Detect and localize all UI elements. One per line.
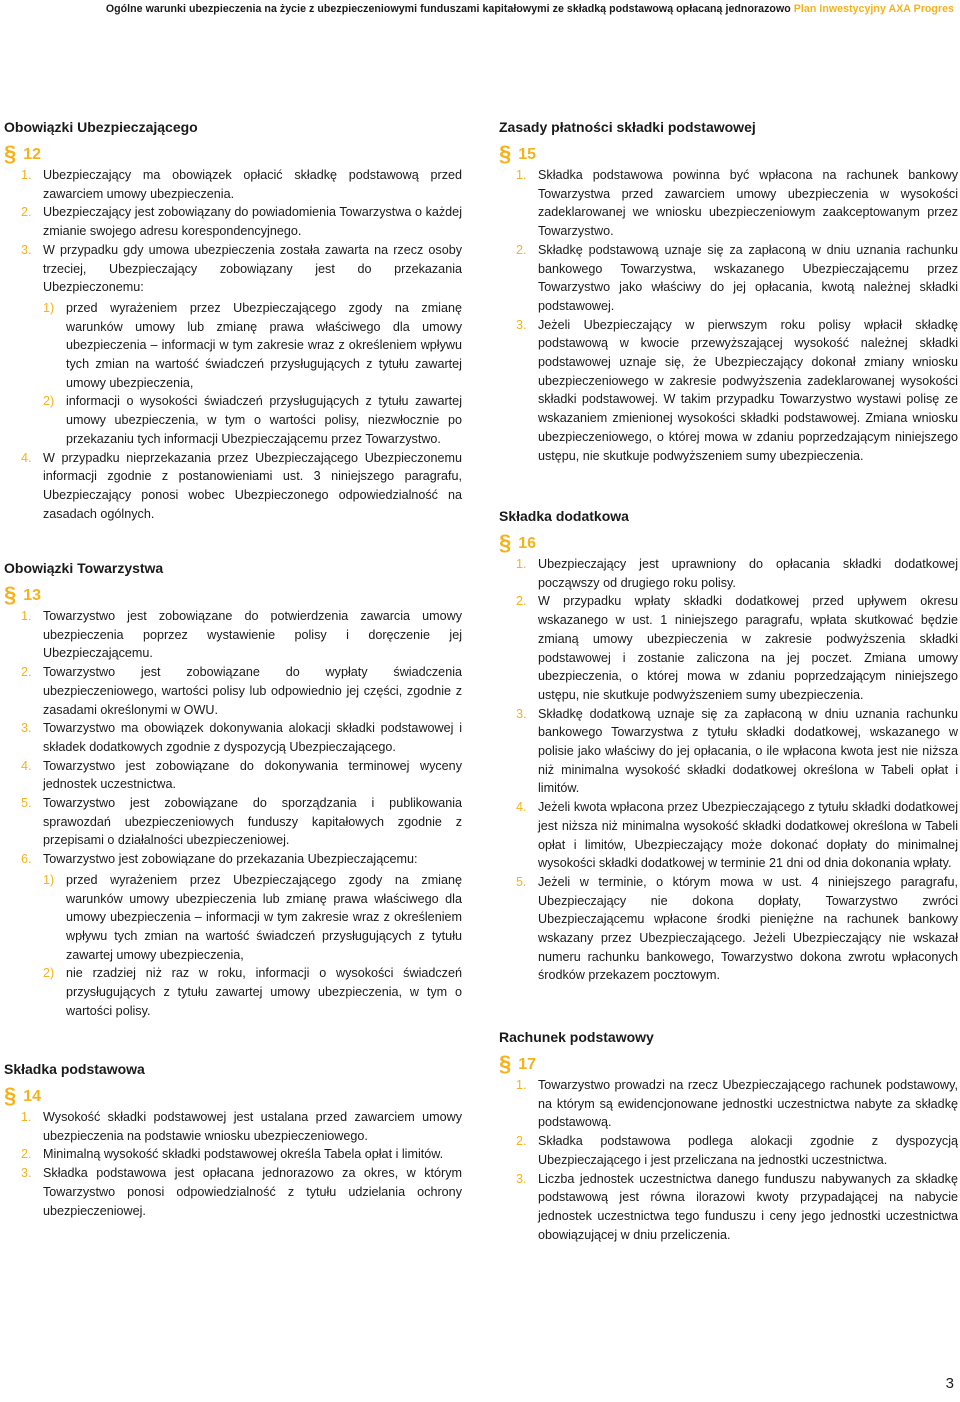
section-title: Obowiązki Ubezpieczającego xyxy=(4,119,198,135)
clause-text: Towarzystwo jest zobowiązane do potwierdzenia zawarcia umowy ubezpieczenia poprzez wystawienie polisy i doręczenie jej Ubezpieczającemu. xyxy=(43,609,462,661)
clause-number: 2. xyxy=(21,665,32,680)
paragraph-number: 17 xyxy=(518,1056,537,1073)
clause-number: 3. xyxy=(516,706,527,721)
clause-text: Towarzystwo jest zobowiązane do dokonywania terminowej wyceny jednostek uczestnictwa. xyxy=(43,758,462,792)
clause-number: 2. xyxy=(21,1147,32,1162)
clause-text: Składka podstawowa podlega alokacji zgodnie z dyspozycją Ubezpieczającego i jest przeliczana na jednostki uczestnictwa. xyxy=(538,1134,958,1167)
clause-item xyxy=(499,1170,958,1245)
clause-number: 3. xyxy=(516,1171,527,1186)
clause-item xyxy=(4,719,462,756)
paragraph-heading xyxy=(4,142,462,164)
clause-number: 2. xyxy=(516,1134,527,1149)
clause-number: 1. xyxy=(516,168,527,182)
sub-clause-item xyxy=(43,964,462,1020)
sub-clause-list xyxy=(43,299,462,449)
clause-item xyxy=(4,1145,462,1164)
clause-text: W przypadku wpłaty składki dodatkowej przed upływem okresu wskazanego w ust. 1 niniejszego paragrafu, wpłata skutkować będzie zmianą umowy ubezpieczenia w zakresie podwyższenia składki podstawowej i zostanie zaliczona na jej poczet. Zmiana umowy ubezpieczenia, o której mowa w zdaniu poprzedzającym niniejszego ustępu, nie skutkuje podwyższeniem sumy ubezpieczenia. xyxy=(538,594,958,702)
sub-clause-item xyxy=(43,392,462,448)
sub-clause-number: 1) xyxy=(43,300,55,315)
clause-text: Jeżeli Ubezpieczający w pierwszym roku polisy wpłacił składkę podstawową w kwocie przewyższającej wysokość należnej składki podstawowej uznaje się, że Ubezpieczający dokonał zmiany wniosku ubezpieczeniowego w zakresie podwyższenia zadeklarowanej wysokości składki podstawowej. W takim przypadku Towarzystwo wystawi polisę ze wskazaniem zmienionej wysokości składki podstawowej. Zmiana wniosku ubezpieczeniowego, o której mowa w zdaniu poprzedzającym niniejszego ustępu, nie skutkuje podwyższeniem sumy ubezpieczenia. xyxy=(538,317,958,463)
paragraph-symbol: § xyxy=(499,141,512,166)
sub-clause-text: przed wyrażeniem przez Ubezpieczającego zgody na zmianę warunków umowy lub zmianę prawa właściwego dla umowy ubezpieczenia – informacji w tym zakresie wraz z określeniem wpływu tych zmian na wartość świadczeń przysługujących z tytułu zawartej umowy ubezpieczenia, xyxy=(66,300,462,390)
clause-number: 1. xyxy=(516,1078,527,1092)
clause-text: Ubezpieczający jest uprawniony do opłacania składki dodatkowej począwszy od drugiego roku polisy. xyxy=(538,557,958,590)
clause-text: W przypadku gdy umowa ubezpieczenia została zawarta na rzecz osoby trzeciej, Ubezpieczający zobowiązany jest do przekazania Ubezpieczonemu: xyxy=(43,242,462,295)
clause-list xyxy=(499,555,958,985)
clause-text: Jeżeli w terminie, o którym mowa w ust. 4 niniejszego paragrafu, Ubezpieczający nie dokona dopłaty, Towarzystwo zwróci Ubezpieczającemu wpłacone środki pieniężne na rachunek bankowy wskazany przez Ubezpieczającego. Jeżeli Ubezpieczający nie wskazał numeru rachunku bankowego, Towarzystwo dokona zwrotu wpłaconych środków przekazem pocztowym. xyxy=(538,874,958,983)
paragraph-number: 15 xyxy=(518,146,537,163)
section-14 xyxy=(4,1060,462,1220)
paragraph-heading xyxy=(499,142,958,164)
clause-text: Towarzystwo jest zobowiązane do sporządzania i publikowania sprawozdań ubezpieczeniowych funduszy kapitałowych zgodnie z przepisami o działalności ubezpieczeniowej. xyxy=(43,796,462,848)
clause-number: 1. xyxy=(21,609,32,623)
clause-number: 2. xyxy=(516,594,527,609)
clause-item xyxy=(499,555,958,592)
section-title: Obowiązki Towarzystwa xyxy=(4,560,164,576)
clause-number: 5. xyxy=(516,874,527,889)
clause-item xyxy=(499,241,958,316)
paragraph-symbol: § xyxy=(499,1051,512,1076)
paragraph-number: 16 xyxy=(518,535,537,552)
clause-number: 1. xyxy=(21,1110,32,1124)
paragraph-heading xyxy=(4,583,462,605)
clause-text: Ubezpieczający jest zobowiązany do powiadomienia Towarzystwa o każdej zmianie swojego adresu korespondencyjnego. xyxy=(43,205,462,239)
clause-number: 3. xyxy=(21,1166,32,1181)
clause-number: 3. xyxy=(21,242,32,257)
paragraph-symbol: § xyxy=(4,141,17,166)
clause-number: 4. xyxy=(21,450,32,465)
clause-number: 6. xyxy=(21,852,32,867)
clause-number: 2. xyxy=(21,205,32,220)
sub-clause-number: 1) xyxy=(43,872,55,887)
sub-clause-number: 2) xyxy=(43,966,55,981)
paragraph-symbol: § xyxy=(499,530,512,555)
clause-number: 3. xyxy=(21,721,32,736)
sub-clause-text: nie rzadziej niż raz w roku, informacji o wysokości świadczeń przysługujących z tytułu zawartej umowy ubezpieczenia, w tym o wartości polisy. xyxy=(66,966,462,1018)
clause-item xyxy=(4,203,462,240)
sub-clause-item xyxy=(43,871,462,965)
clause-text: Towarzystwo jest zobowiązane do przekazania Ubezpieczającemu: xyxy=(43,852,418,867)
section-17 xyxy=(499,1028,958,1244)
clause-item xyxy=(499,798,958,873)
clause-text: Składka podstawowa powinna być wpłacona na rachunek bankowy Towarzystwa przed zawarciem umowy ubezpieczenia w wysokości zadeklarowanej we wniosku ubezpieczeniowym zaakceptowanym przez Towarzystwo. xyxy=(538,168,958,239)
clause-text: Minimalną wysokość składki podstawowej określa Tabela opłat i limitów. xyxy=(43,1147,444,1162)
clause-text: Ubezpieczający ma obowiązek opłacić składkę podstawową przed zawarciem umowy ubezpieczenia. xyxy=(43,168,462,201)
clause-item xyxy=(499,1132,958,1169)
clause-number: 3. xyxy=(516,317,527,332)
sub-clause-list xyxy=(43,871,462,1021)
clause-item xyxy=(499,1076,958,1132)
clause-number: 1. xyxy=(21,168,32,182)
sub-clause-text: przed wyrażeniem przez Ubezpieczającego zgody na zmianę warunków umowy ubezpieczenia lub zmianę prawa właściwego dla umowy ubezpieczenia – informacji w tym zakresie wraz z określeniem wpływu tych zmian na wartość świadczeń przysługujących z tytułu zawartej umowy ubezpieczenia, xyxy=(66,872,462,962)
paragraph-heading xyxy=(499,1052,958,1074)
clause-text: Składka podstawowa jest opłacana jednorazowo za okres, w którym Towarzystwo ponosi odpowiedzialność z tytułu udzielania ochrony ubezpieczeniowej. xyxy=(43,1166,462,1218)
clause-number: 5. xyxy=(21,796,32,811)
clause-item xyxy=(4,1164,462,1220)
clause-text: Towarzystwo prowadzi na rzecz Ubezpieczającego rachunek podstawowy, na którym są ewidencjonowane jednostki uczestnictwa nabyte za składkę podstawową. xyxy=(538,1078,958,1130)
page-header xyxy=(10,3,954,15)
section-title: Zasady płatności składki podstawowej xyxy=(499,119,756,135)
section-title: Rachunek podstawowy xyxy=(499,1029,654,1045)
sub-clause-number: 2) xyxy=(43,394,55,409)
paragraph-number: 13 xyxy=(23,587,42,604)
clause-item xyxy=(4,663,462,719)
clause-item xyxy=(4,850,462,1020)
section-title: Składka dodatkowa xyxy=(499,508,629,524)
clause-item xyxy=(499,592,958,704)
paragraph-symbol: § xyxy=(4,1083,17,1108)
clause-item xyxy=(499,873,958,985)
clause-number: 1. xyxy=(516,557,527,571)
section-16 xyxy=(499,507,958,985)
header-product: Plan Inwestycyjny AXA Progres xyxy=(793,3,954,15)
clause-text: W przypadku nieprzekazania przez Ubezpieczającego Ubezpieczonemu informacji zgodnie z postanowieniami ust. 3 niniejszego paragrafu, Ubezpieczający ponosi wobec Ubezpieczonego odpowiedzialność na zasadach ogólnych. xyxy=(43,450,462,521)
clause-item xyxy=(4,241,462,449)
section-12 xyxy=(4,118,462,523)
clause-item xyxy=(499,316,958,466)
clause-text: Składkę podstawową uznaje się za zapłaconą w dniu uznania rachunku bankowego Towarzystwa, wskazanego Ubezpieczającemu przez Towarzystwo jako właściwy do jej opłacania, kwotą należnej składki podstawowej. xyxy=(538,242,958,313)
sub-clause-item xyxy=(43,299,462,393)
clause-text: Wysokość składki podstawowej jest ustalana przed zawarciem umowy ubezpieczenia na podstawie wniosku ubezpieczeniowego. xyxy=(43,1110,462,1143)
paragraph-heading xyxy=(499,531,958,553)
clause-number: 4. xyxy=(516,800,527,815)
clause-item xyxy=(4,607,462,663)
paragraph-number: 14 xyxy=(23,1088,42,1105)
clause-item xyxy=(4,757,462,794)
section-title: Składka podstawowa xyxy=(4,1061,145,1077)
clause-number: 2. xyxy=(516,242,527,257)
clause-item xyxy=(4,166,462,203)
clause-list xyxy=(499,1076,958,1244)
paragraph-heading xyxy=(4,1084,462,1106)
clause-item xyxy=(4,449,462,524)
clause-list xyxy=(4,1108,462,1220)
clause-item xyxy=(4,794,462,850)
clause-text: Składkę dodatkową uznaje się za zapłaconą w dniu uznania rachunku bankowego Towarzystwa z tytułu składki dodatkowej, wskazanego w polisie jako właściwy do jej opłacania, o ile wpłacona kwota jest nie niższa niż minimalna wysokość składki dodatkowej określona w Tabeli opłat i limitów. xyxy=(538,706,958,796)
clause-list xyxy=(4,607,462,1020)
paragraph-number: 12 xyxy=(23,146,42,163)
header-title: Ogólne warunki ubezpieczenia na życie z ubezpieczeniowymi funduszami kapitałowymi ze składką podstawową opłacaną jednorazowo xyxy=(105,3,791,15)
clause-text: Towarzystwo ma obowiązek dokonywania alokacji składki podstawowej i składek dodatkowych zgodnie z dyspozycją Ubezpieczającego. xyxy=(43,721,462,754)
clause-number: 4. xyxy=(21,758,32,773)
clause-list xyxy=(4,166,462,523)
clause-text: Towarzystwo jest zobowiązane do wypłaty świadczenia ubezpieczeniowego, wartości polisy lub odpowiednio jej części, zgodnie z zasadami określonymi w OWU. xyxy=(43,665,462,717)
clause-item xyxy=(4,1108,462,1145)
paragraph-symbol: § xyxy=(4,582,17,607)
clause-item xyxy=(499,705,958,799)
page-number: 3 xyxy=(945,1375,954,1392)
clause-list xyxy=(499,166,958,465)
section-15 xyxy=(499,118,958,465)
sub-clause-text: informacji o wysokości świadczeń przysługujących z tytułu zawartej umowy ubezpieczenia, w tym o wartości polisy, niezwłocznie po przekazaniu tych informacji Ubezpieczającemu przez Towarzystwo. xyxy=(66,394,462,446)
clause-text: Liczba jednostek uczestnictwa danego funduszu nabywanych za składkę podstawową jest równa ilorazowi kwoty przypadającej na nabycie jednostek uczestnictwa tego funduszu i ceny jego jednostki uczestnictwa obowiązującej w dniu przeliczenia. xyxy=(538,1171,958,1242)
clause-item xyxy=(499,166,958,241)
section-13 xyxy=(4,559,462,1020)
clause-text: Jeżeli kwota wpłacona przez Ubezpieczającego z tytułu składki dodatkowej jest niższa niż minimalna wysokość składki dodatkowej określona w Tabeli opłat i limitów, Ubezpieczający może dokonać dopłaty do minimalnej wysokości składki dodatkowej w terminie 21 dni od dnia dokonania wpłaty. xyxy=(538,800,958,871)
